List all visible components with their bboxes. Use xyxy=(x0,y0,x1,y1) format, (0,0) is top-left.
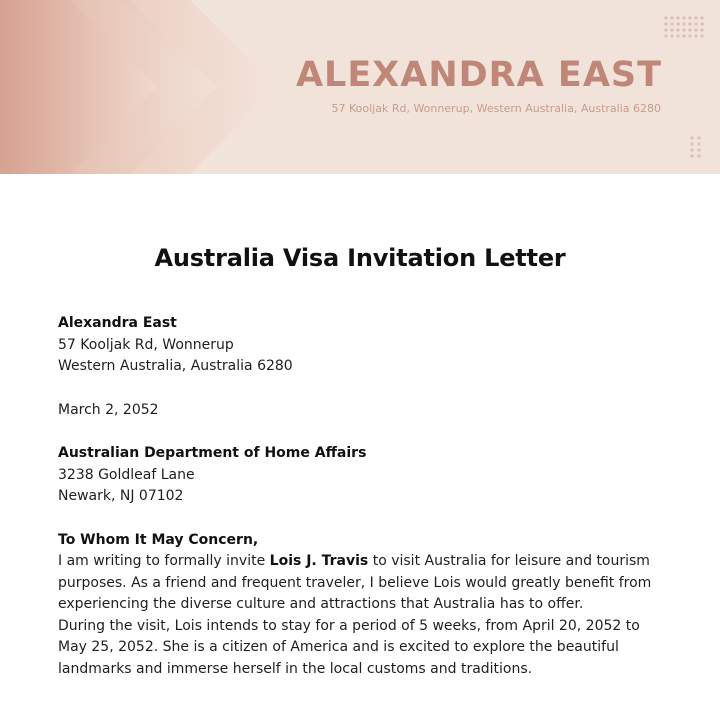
recipient-name: Australian Department of Home Affairs xyxy=(58,445,367,461)
letter-body xyxy=(58,313,664,680)
paragraph-visit-details: During the visit, Lois intends to stay for a period of 5 weeks, from April 20, 2052 to May 25, 2052. She is a citizen of America and is excited to explore the beautiful landmarks and immerse herself in the local customs and traditions. xyxy=(58,617,640,677)
letterhead-address: 57 Kooljak Rd, Wonnerup, Western Australia, Australia 6280 xyxy=(331,102,661,115)
recipient-address-line-1: 3238 Goldleaf Lane xyxy=(58,466,195,483)
date-block xyxy=(58,400,664,422)
paragraph-invitation xyxy=(58,551,664,616)
letter-title: Australia Visa Invitation Letter xyxy=(154,244,566,272)
paragraph-1-after: to visit Australia for leisure and tourism purposes. As a friend and frequent traveler, I believe Lois would greatly benefit from experiencing the diverse culture and attractions that Australia has to offer. xyxy=(58,553,652,612)
sender-address-line-2: Western Australia, Australia 6280 xyxy=(58,358,293,374)
invitee-name: Lois J. Travis xyxy=(269,553,369,569)
paragraph-1-before: I am writing to formally invite xyxy=(58,553,270,569)
letterhead-name: ALEXANDRA EAST xyxy=(295,55,662,95)
sender-name: Alexandra East xyxy=(58,315,177,331)
recipient-address-line-2: Newark, NJ 07102 xyxy=(58,488,184,504)
sender-block xyxy=(58,313,664,378)
sender-address-line-1: 57 Kooljak Rd, Wonnerup xyxy=(58,336,234,353)
salutation: To Whom It May Concern, xyxy=(58,531,259,548)
letter-date: March 2, 2052 xyxy=(58,401,159,418)
dot-grid-top-right xyxy=(664,16,703,37)
letterhead-banner xyxy=(0,0,720,174)
salutation-block xyxy=(58,530,664,552)
dot-grid-right xyxy=(690,136,700,157)
recipient-block xyxy=(58,443,664,508)
